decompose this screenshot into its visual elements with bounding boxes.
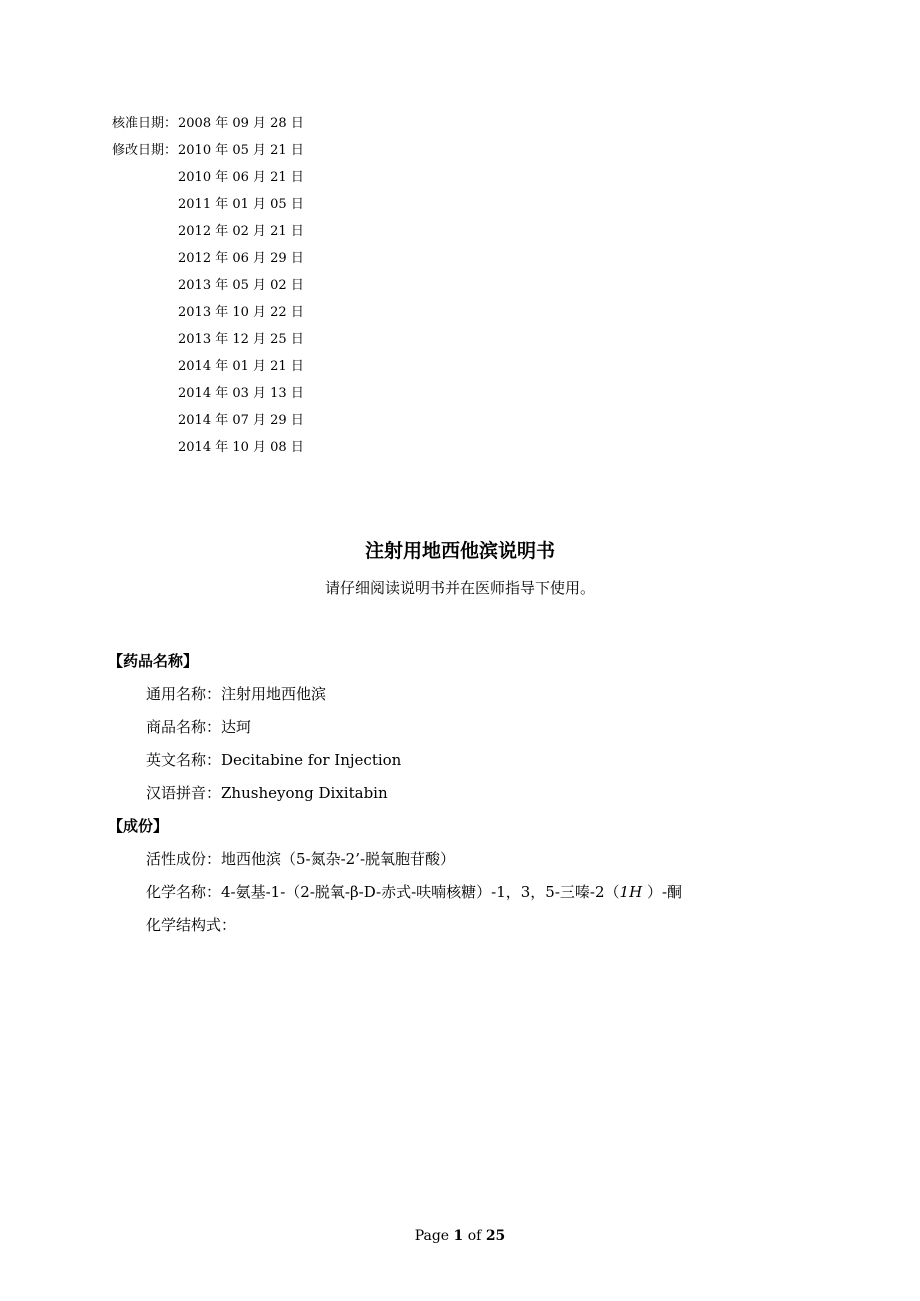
chemical-name-italic: 1H — [619, 883, 643, 901]
page-word: Page — [414, 1228, 454, 1244]
chemical-name-prefix: 化学名称：4-氨基-1-（2-脱氧-β-D-赤式-呋喃核糖）-1，3，5-三嗪-2（ — [146, 883, 620, 901]
revision-date-line — [112, 272, 304, 299]
active-ingredient: 活性成份：地西他滨（5-氮杂-2’-脱氧胞苷酸） — [146, 850, 456, 868]
revision-date-line — [112, 137, 304, 164]
revision-date-line — [112, 218, 304, 245]
chemical-name-suffix: ）-酮 — [642, 883, 683, 901]
of-word: of — [463, 1228, 486, 1244]
document-title: 注射用地西他滨说明书 — [364, 540, 555, 562]
revision-date-line — [112, 245, 304, 272]
revision-date: 2014 年 01 月 21 日 — [178, 359, 304, 374]
revision-date: 2011 年 01 月 05 日 — [178, 197, 304, 212]
english-name: 英文名称：Decitabine for Injection — [146, 751, 402, 769]
revision-date: 2012 年 06 月 29 日 — [178, 251, 304, 266]
approval-date-line — [112, 110, 304, 137]
revision-date: 2013 年 10 月 22 日 — [178, 305, 304, 320]
revision-date: 2010 年 06 月 21 日 — [178, 170, 304, 185]
revision-date: 2014 年 10 月 08 日 — [178, 440, 304, 455]
document-body — [108, 645, 808, 942]
section-heading-drug-name: 【药品名称】 — [108, 652, 199, 670]
revision-date-line — [112, 353, 304, 380]
page-number: 1 — [453, 1228, 464, 1244]
revision-date: 2014 年 03 月 13 日 — [178, 386, 304, 401]
revision-date-line — [112, 407, 304, 434]
revision-date-line — [112, 380, 304, 407]
generic-name: 通用名称：注射用地西他滨 — [146, 685, 327, 703]
revision-history — [112, 110, 304, 461]
approval-date: 2008 年 09 月 28 日 — [178, 116, 304, 131]
section-heading-composition: 【成份】 — [108, 817, 169, 835]
document-subtitle: 请仔细阅读说明书并在医师指导下使用。 — [324, 579, 595, 597]
revision-date: 2010 年 05 月 21 日 — [178, 143, 304, 158]
trade-name: 商品名称：达珂 — [146, 718, 252, 736]
page-footer — [0, 1224, 920, 1248]
revision-date-line — [112, 191, 304, 218]
revision-date-line — [112, 434, 304, 461]
pinyin-name: 汉语拼音：Zhusheyong Dixitabin — [146, 784, 388, 802]
revision-date: 2014 年 07 月 29 日 — [178, 413, 304, 428]
revision-date: 2012 年 02 月 21 日 — [178, 224, 304, 239]
chemical-structure-label: 化学结构式： — [146, 916, 237, 934]
revision-date: 2013 年 05 月 02 日 — [178, 278, 304, 293]
revision-date-label: 修改日期： — [112, 143, 178, 158]
revision-date: 2013 年 12 月 25 日 — [178, 332, 304, 347]
chemical-name — [108, 876, 808, 909]
approval-date-label: 核准日期： — [112, 116, 178, 131]
total-pages: 25 — [485, 1228, 506, 1244]
revision-date-line — [112, 164, 304, 191]
revision-date-line — [112, 326, 304, 353]
revision-date-line — [112, 299, 304, 326]
